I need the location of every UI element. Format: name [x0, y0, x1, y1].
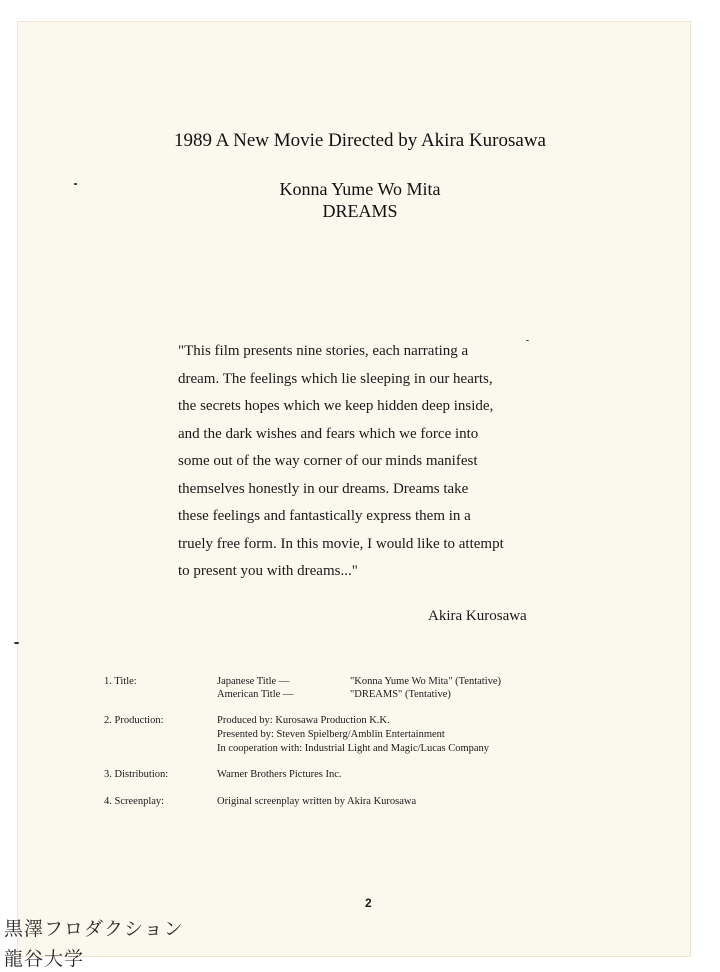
japanese-title-label: Japanese Title —: [217, 676, 290, 687]
american-title-value: "DREAMS" (Tentative): [350, 689, 451, 700]
american-title-label: American Title —: [217, 689, 294, 700]
quote-line: these feelings and fantastically express them in a: [178, 508, 471, 524]
archive-stamp-line1: 黒澤フロダクション: [4, 918, 184, 940]
production-line: Presented by: Steven Spielberg/Amblin Entertainment: [217, 729, 445, 740]
production-label: 2. Production:: [104, 715, 164, 726]
quote-line: themselves honestly in our dreams. Dreams take: [178, 480, 469, 497]
archive-stamp-line2: 龍谷大学: [4, 948, 85, 970]
quote-line: some out of the way corner of our minds manifest: [178, 453, 478, 469]
quote-line: the secrets hopes which we keep hidden deep inside,: [178, 398, 494, 414]
quote-line: and the dark wishes and fears which we force into: [178, 425, 479, 442]
quote-line: truely free form. In this movie, I would like to attempt: [178, 535, 504, 552]
production-line: In cooperation with: Industrial Light and Magic/Lucas Company: [217, 743, 490, 754]
distribution-value: Warner Brothers Pictures Inc.: [217, 769, 342, 780]
document-title: 1989 A New Movie Directed by Akira Kurosawa: [173, 130, 546, 151]
japanese-film-title: Konna Yume Wo Mita: [279, 179, 441, 199]
quote-line: "This film presents nine stories, each narrating a: [178, 343, 469, 359]
quote-line: to present you with dreams...": [178, 563, 358, 579]
quote-author: Akira Kurosawa: [428, 608, 527, 624]
page-number: 2: [365, 896, 372, 910]
screenplay-label: 4. Screenplay:: [104, 796, 165, 807]
japanese-title-value: "Konna Yume Wo Mita" (Tentative): [350, 676, 502, 687]
production-line: Produced by: Kurosawa Production K.K.: [217, 715, 390, 726]
ink-speck: [14, 642, 19, 644]
director-quote: [178, 338, 578, 586]
quote-line: dream. The feelings which lie sleeping in our hearts,: [178, 370, 493, 387]
distribution-label: 3. Distribution:: [104, 769, 169, 780]
screenplay-value: Original screenplay written by Akira Kurosawa: [217, 796, 417, 807]
english-film-title: DREAMS: [322, 201, 398, 221]
title-label: 1. Title:: [104, 676, 137, 687]
